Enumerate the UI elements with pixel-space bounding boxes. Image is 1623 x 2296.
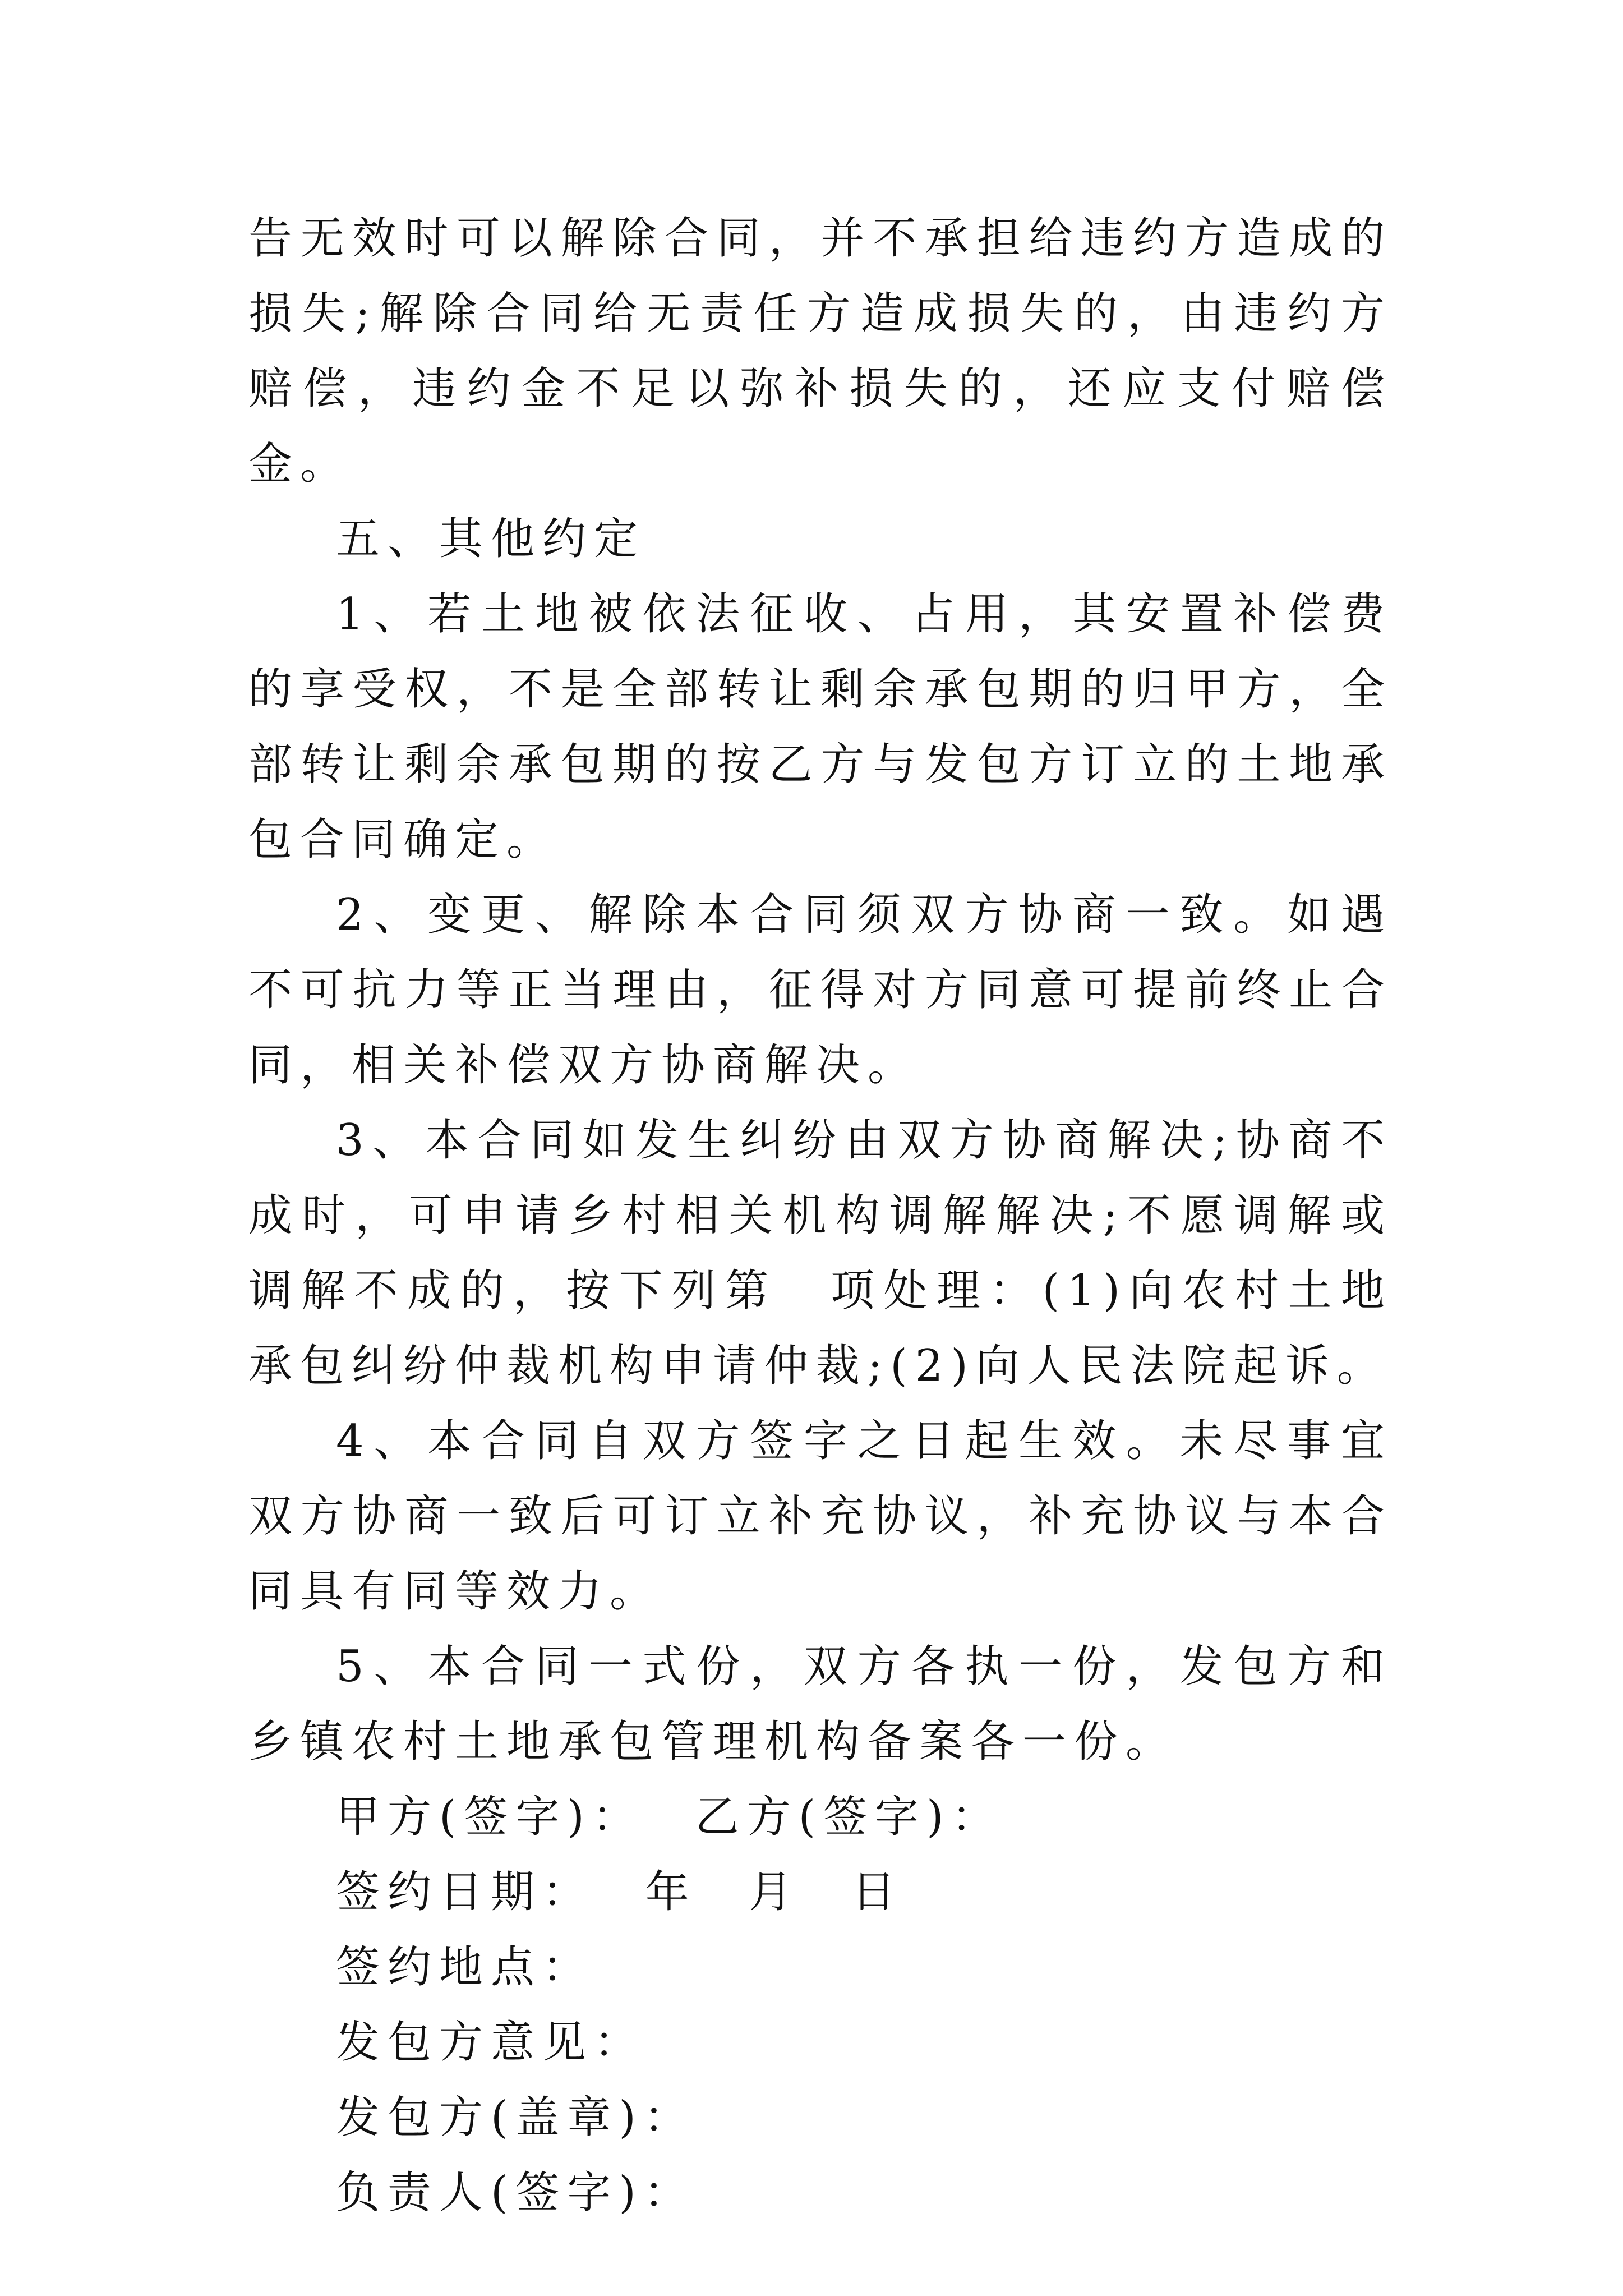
contractor-opinion: 发包方意见： [336, 2017, 646, 2068]
responsible-person-signature: 负责人(签字)： [336, 2168, 695, 2218]
signing-place: 签约地点： [336, 1942, 594, 1993]
signature-party-a-b: 甲方(签字)： 乙方(签字)： [336, 1792, 1003, 1842]
contractor-seal: 发包方(盖章)： [336, 2092, 695, 2143]
clause-1: 1、若土地被依法征收、占用，其安置补偿费的享受权，不是全部转让剩余承包期的归甲方，全部转让剩余承包期的按乙方与发包方订立的土地承包合同确定。 [248, 589, 1393, 865]
clause-2: 2、变更、解除本合同须双方协商一致。如遇不可抗力等正当理由，征得对方同意可提前终止合同，相关补偿双方协商解决。 [248, 890, 1393, 1091]
clause-5: 5、本合同一式份，双方各执一份，发包方和乡镇农村土地承包管理机构备案各一份。 [248, 1641, 1393, 1767]
paragraph-continuation: 告无效时可以解除合同，并不承担给违约方造成的损失;解除合同给无责任方造成损失的，由违约方赔偿，违约金不足以弥补损失的，还应支付赔偿金。 [248, 213, 1393, 489]
contract-body [248, 201, 1393, 2230]
clause-4: 4、本合同自双方签字之日起生效。未尽事宜双方协商一致后可订立补充协议，补充协议与本合同具有同等效力。 [248, 1416, 1393, 1617]
clause-3: 3、本合同如发生纠纷由双方协商解决;协商不成时，可申请乡村相关机构调解解决;不愿调解或调解不成的，按下列第 项处理：(1)向农村土地承包纠纷仲裁机构申请仲裁;(2)向人民法院起诉。 [248, 1115, 1393, 1391]
signing-date: 签约日期： 年 月 日 [336, 1867, 903, 1917]
section-heading-other-agreements: 五、其他约定 [336, 514, 646, 564]
